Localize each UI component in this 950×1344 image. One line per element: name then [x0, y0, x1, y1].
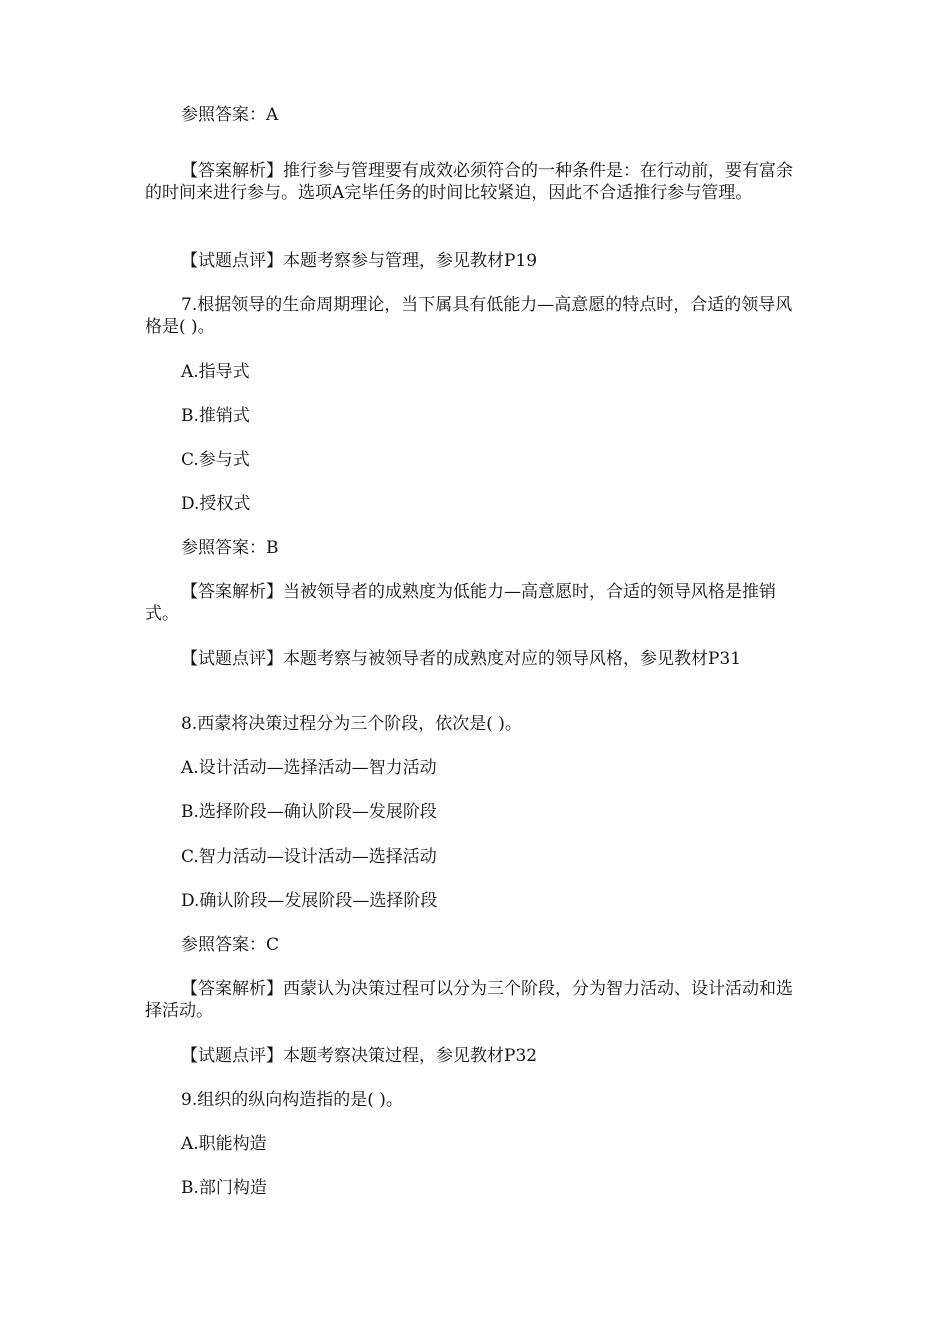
question-7-option-a: A.指导式 — [181, 362, 250, 382]
answer-q6: 参照答案：A — [181, 105, 279, 125]
answer-q7: 参照答案：B — [181, 538, 279, 558]
question-7: 7.根据领导的生命周期理论，当下属具有低能力—高意愿的特点时，合适的领导风格是( )。 — [145, 295, 793, 337]
question-8-option-a: A.设计活动—选择活动—智力活动 — [181, 758, 437, 778]
review-q7: 【试题点评】本题考察与被领导者的成熟度对应的领导风格，参见教材P31 — [181, 649, 742, 669]
question-9-option-b: B.部门构造 — [181, 1178, 267, 1198]
question-7-option-c: C.参与式 — [181, 450, 250, 470]
review-q6: 【试题点评】本题考察参与管理，参见教材P19 — [181, 251, 538, 271]
question-7-option-d: D.授权式 — [181, 494, 251, 514]
explanation-q8: 【答案解析】西蒙认为决策过程可以分为三个阶段，分为智力活动、设计活动和选择活动。 — [145, 979, 793, 1021]
answer-q8: 参照答案：C — [181, 935, 280, 955]
question-8-option-c: C.智力活动—设计活动—选择活动 — [181, 847, 437, 867]
explanation-q7: 【答案解析】当被领导者的成熟度为低能力—高意愿时，合适的领导风格是推销式。 — [145, 582, 776, 624]
review-q8: 【试题点评】本题考察决策过程，参见教材P32 — [181, 1046, 538, 1066]
question-8: 8.西蒙将决策过程分为三个阶段，依次是( )。 — [181, 714, 522, 734]
question-9-option-a: A.职能构造 — [181, 1134, 267, 1154]
question-8-option-b: B.选择阶段—确认阶段—发展阶段 — [181, 802, 437, 822]
question-7-option-b: B.推销式 — [181, 406, 250, 426]
question-9: 9.组织的纵向构造指的是( )。 — [181, 1090, 403, 1110]
explanation-q6: 【答案解析】推行参与管理要有成效必须符合的一种条件是：在行动前，要有富余的时间来进行参与。选项A完毕任务的时间比较紧迫，因此不合适推行参与管理。 — [145, 161, 793, 203]
question-8-option-d: D.确认阶段—发展阶段—选择阶段 — [181, 891, 438, 911]
